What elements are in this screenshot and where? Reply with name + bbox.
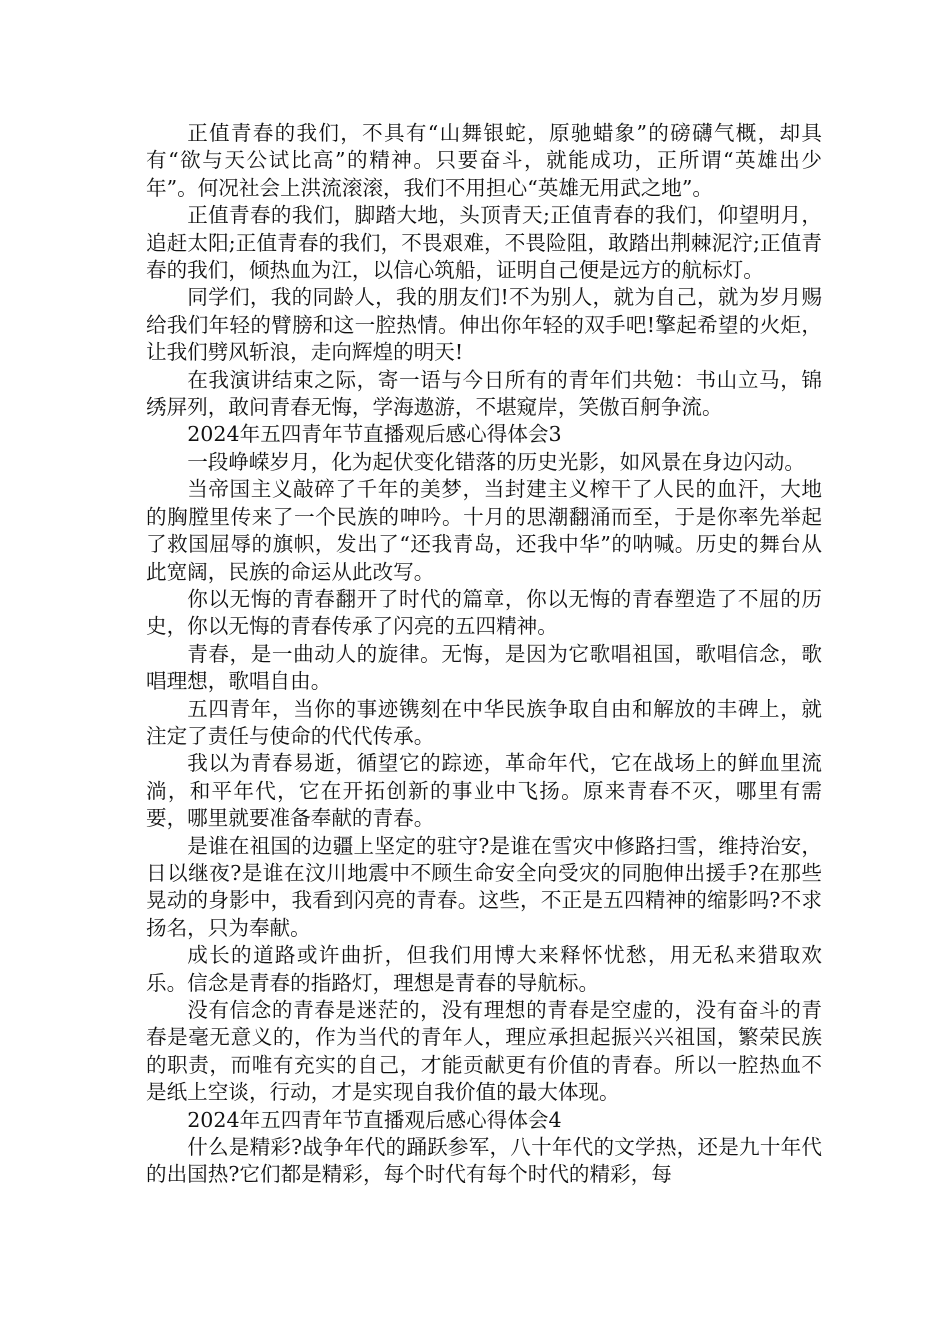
paragraph: 五四青年，当你的事迹镌刻在中华民族争取自由和解放的丰碑上，就注定了责任与使命的代代传承。 xyxy=(146,696,822,748)
paragraph: 同学们，我的同龄人，我的朋友们!不为别人，就为自己，就为岁月赐给我们年轻的臂膀和这一腔热情。伸出你年轻的双手吧!擎起希望的火炬，让我们劈风斩浪，走向辉煌的明天! xyxy=(146,285,822,365)
document-body xyxy=(146,120,822,1189)
paragraph: 你以无悔的青春翻开了时代的篇章，你以无悔的青春塑造了不屈的历史，你以无悔的青春传承了闪亮的五四精神。 xyxy=(146,586,822,639)
section-heading: 2024年五四青年节直播观后感心得体会3 xyxy=(187,422,562,447)
paragraph: 当帝国主义敲碎了千年的美梦，当封建主义榨干了人民的血汗，大地的胸膛里传来了一个民族的呻吟。十月的思潮翻涌而至，于是你率先举起了救国屈辱的旗帜，发出了“还我青岛，还我中华”的呐喊。历史的舞台从此宽阔，民族的命运从此改写。 xyxy=(146,477,822,584)
paragraph: 是谁在祖国的边疆上坚定的驻守?是谁在雪灾中修路扫雪，维持治安，日以继夜?是谁在汶川地震中不顾生命安全向受灾的同胞伸出援手?在那些晃动的身影中，我看到闪亮的青春。这些，不正是五四精神的缩影吗?不求扬名，只为奉献。 xyxy=(146,833,822,940)
paragraph: 一段峥嵘岁月，化为起伏变化错落的历史光影，如风景在身边闪动。 xyxy=(187,449,805,474)
paragraph: 成长的道路或许曲折，但我们用博大来释怀忧愁，用无私来猎取欢乐。信念是青春的指路灯，理想是青春的导航标。 xyxy=(146,943,822,995)
section-heading: 2024年五四青年节直播观后感心得体会4 xyxy=(187,1107,562,1132)
paragraph: 我以为青春易逝，循望它的踪迹，革命年代，它在战场上的鲜血里流淌，和平年代，它在开拓创新的事业中飞扬。原来青春不灭，哪里有需要，哪里就要准备奉献的青春。 xyxy=(146,751,822,831)
paragraph: 青春，是一曲动人的旋律。无悔，是因为它歌唱祖国，歌唱信念，歌唱理想，歌唱自由。 xyxy=(146,641,822,694)
paragraph: 没有信念的青春是迷茫的，没有理想的青春是空虚的，没有奋斗的青春是毫无意义的，作为当代的青年人，理应承担起振兴兴祖国，繁荣民族的职责，而唯有充实的自己，才能贡献更有价值的青春。所以一腔热血不是纸上空谈，行动，才是实现自我价值的最大体现。 xyxy=(146,998,822,1105)
paragraph: 正值青春的我们，脚踏大地，头顶青天;正值青春的我们，仰望明月，追赶太阳;正值青春的我们，不畏艰难，不畏险阻，敢踏出荆棘泥泞;正值青春的我们，倾热血为江，以信心筑船，证明自己便是远方的航标灯。 xyxy=(146,203,822,283)
paragraph: 正值青春的我们，不具有“山舞银蛇，原驰蜡象”的磅礴气概，却具有“欲与天公试比高”的精神。只要奋斗，就能成功，正所谓“英雄出少年”。何况社会上洪流滚滚，我们不用担心“英雄无用武之地”。 xyxy=(146,121,822,200)
paragraph: 什么是精彩?战争年代的踊跃参军，八十年代的文学热，还是九十年代的出国热?它们都是精彩，每个时代有每个时代的精彩，每 xyxy=(146,1135,822,1187)
paragraph: 在我演讲结束之际，寄一语与今日所有的青年们共勉：书山立马，锦绣屏列，敢问青春无悔，学海遨游，不堪窥岸，笑傲百舸争流。 xyxy=(146,367,822,420)
